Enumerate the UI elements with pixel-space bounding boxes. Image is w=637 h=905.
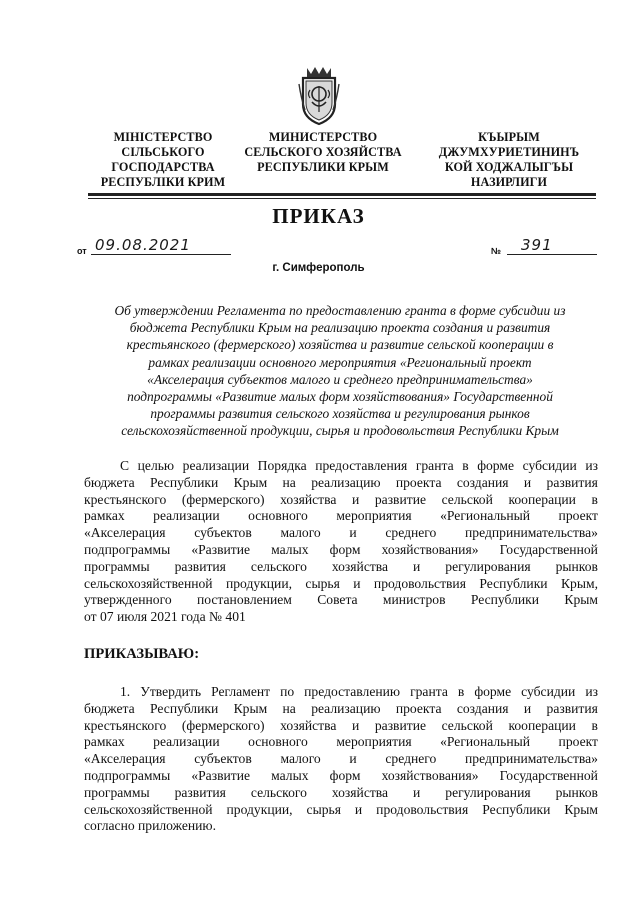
city-name: г. Симферополь: [272, 262, 365, 274]
subject-line: «Акселерация субъектов малого и среднего предпринимательства»: [147, 371, 533, 387]
word: на: [282, 700, 296, 716]
word: предпринимательства»: [465, 525, 598, 541]
text-line: от 07 июля 2021 года № 401: [84, 609, 246, 625]
ministry-name-crimean-tatar: [424, 130, 594, 190]
word: рамках: [84, 508, 125, 524]
word: программы: [84, 558, 150, 574]
word: развития: [546, 474, 598, 490]
word: реализации: [153, 508, 220, 524]
header-line: РЕСПУБЛІКИ КРИМ: [100, 175, 226, 189]
word: создания: [456, 474, 509, 490]
text-line: согласно приложению.: [84, 818, 216, 834]
word: Порядка: [257, 458, 307, 473]
word: Республики: [150, 700, 219, 716]
word: рынков: [555, 784, 598, 800]
word: и: [413, 558, 421, 574]
word: (фермерского): [181, 491, 265, 507]
subject-line: Об утверждении Регламента по предоставлению гранта в форме субсидии из: [114, 303, 566, 318]
word: кооперации: [508, 717, 576, 733]
word: форме: [474, 684, 512, 699]
word: подпрограммы: [84, 541, 171, 557]
word: гранта: [410, 684, 448, 699]
word: сельскохозяйственной: [84, 801, 213, 817]
word: кооперации: [508, 491, 576, 507]
word: малых: [271, 767, 309, 783]
word: хозяйствования»: [381, 541, 479, 557]
header-divider-thick: [88, 193, 596, 196]
header-line: КЪЫРЫМ: [478, 130, 540, 144]
subject-line: крестьянского (фермерского) хозяйства и развитие сельской кооперации в: [126, 337, 554, 353]
word: проект: [558, 508, 598, 524]
word: развитие: [374, 717, 427, 733]
word: реализацию: [311, 474, 381, 490]
word: на: [282, 474, 296, 490]
word: Утвердить: [140, 684, 202, 699]
text-line: [84, 475, 598, 492]
word: из: [585, 458, 598, 473]
text-line: [84, 559, 598, 576]
word: «Развитие: [191, 767, 251, 783]
header-line: РЕСПУБЛИКИ КРЫМ: [257, 160, 389, 174]
word: развитие: [374, 491, 427, 507]
word: Республики: [150, 474, 219, 490]
word: продукции,: [226, 801, 293, 817]
text-line: [84, 701, 598, 718]
word: С: [120, 458, 130, 473]
word: среднего: [385, 525, 437, 541]
order-item-1-paragraph: [84, 684, 598, 835]
word: «Региональный: [440, 734, 531, 750]
word: Республики: [470, 592, 540, 608]
word: Республики: [482, 801, 551, 817]
header-line: МИНИСТЕРСТВО: [268, 130, 378, 144]
word: по: [280, 684, 295, 699]
handwritten-number: 391: [521, 236, 553, 254]
word: мероприятия: [336, 734, 412, 750]
subject-line: сельскохозяйственной продукции, сырья и продовольствия Республики Крым: [121, 423, 559, 439]
word: основного: [248, 734, 308, 750]
word: крестьянского: [84, 491, 167, 507]
order-heading: ПРИКАЗЫВАЮ:: [84, 646, 200, 662]
word: и: [349, 525, 357, 541]
word: среднего: [385, 751, 437, 767]
word: «Акселерация: [84, 751, 166, 767]
word: «Развитие: [191, 541, 251, 557]
word: предоставлению: [304, 684, 401, 699]
word: и: [349, 751, 357, 767]
word: продовольствия: [376, 801, 469, 817]
word: создания: [456, 700, 509, 716]
word: в: [457, 684, 465, 699]
word: сельского: [250, 784, 307, 800]
word: и: [413, 784, 421, 800]
word: форм: [329, 541, 361, 557]
header-line: ГОСПОДАРСТВА: [111, 160, 215, 174]
word: развития: [546, 700, 598, 716]
word: «Региональный: [440, 508, 531, 524]
text-line: [84, 542, 598, 559]
word: гранта: [415, 458, 454, 473]
word: целью: [137, 458, 175, 473]
header-line: СЕЛЬСКОГО ХОЗЯЙСТВА: [244, 145, 402, 159]
subject-line: подпрограммы «Развитие малых форм хозяйствования» Государственной: [127, 389, 553, 405]
word: Крым: [564, 801, 598, 817]
word: бюджета: [84, 700, 135, 716]
word: и: [353, 575, 361, 591]
word: реализацию: [311, 700, 381, 716]
word: Крым: [233, 474, 268, 490]
word: Крым: [233, 700, 268, 716]
word: малого: [280, 525, 321, 541]
word: предпринимательства»: [465, 751, 598, 767]
word: хозяйства: [331, 784, 389, 800]
word: предоставления: [315, 458, 408, 473]
subject-line: рамках реализации основного мероприятия «Региональный проект: [148, 354, 532, 370]
word: мероприятия: [336, 508, 412, 524]
text-line: [84, 718, 598, 735]
word: рамках: [84, 734, 125, 750]
word: малого: [280, 751, 321, 767]
text-line: [84, 592, 598, 609]
word: хозяйства: [280, 717, 337, 733]
text-line: [84, 785, 598, 802]
word: из: [585, 684, 598, 699]
word: хозяйства: [280, 491, 337, 507]
header-divider-thin: [88, 198, 596, 199]
word: развития: [174, 558, 226, 574]
date-prefix: от: [77, 246, 87, 256]
text-line: [84, 684, 598, 701]
word: подпрограммы: [84, 767, 171, 783]
header-line: МІНІСТЕРСТВО: [113, 130, 213, 144]
word: и: [351, 491, 360, 507]
word: «Акселерация: [84, 525, 166, 541]
word: хозяйства: [331, 558, 389, 574]
word: проекта: [395, 474, 442, 490]
word: Государственной: [499, 767, 598, 783]
word: утвержденного: [84, 592, 172, 608]
word: 1.: [120, 684, 131, 699]
text-line: [84, 768, 598, 785]
header-line: СІЛЬСЬКОГО: [121, 145, 205, 159]
word: Республики: [479, 575, 548, 591]
word: основного: [248, 508, 308, 524]
word: проект: [558, 734, 598, 750]
word: Крым,: [560, 575, 598, 591]
subject-line: программы развития сельского хозяйства и регулирования рынков: [150, 406, 530, 422]
number-underline: [507, 254, 597, 255]
word: и: [523, 474, 532, 490]
word: сельской: [441, 717, 493, 733]
word: регулирования: [445, 784, 531, 800]
preamble-paragraph: [84, 458, 598, 626]
word: субъектов: [194, 525, 252, 541]
word: субсидии: [521, 684, 576, 699]
word: продукции,: [225, 575, 292, 591]
word: субъектов: [194, 751, 252, 767]
text-line: [84, 508, 598, 525]
document-title: ПРИКАЗ: [272, 204, 365, 228]
number-prefix: №: [491, 246, 502, 256]
word: сельского: [250, 558, 307, 574]
word: и: [354, 801, 363, 817]
word: (фермерского): [181, 717, 265, 733]
word: Совета: [317, 592, 358, 608]
word: сырья: [306, 801, 341, 817]
ministry-name-ukrainian: [88, 130, 238, 190]
date-number-row: [77, 235, 597, 259]
text-line: [84, 802, 598, 819]
text-line: [84, 458, 598, 475]
word: в: [591, 717, 598, 733]
word: бюджета: [84, 474, 135, 490]
header-line: НАЗИРЛИГИ: [470, 175, 548, 189]
word: Регламент: [211, 684, 271, 699]
word: продовольствия: [373, 575, 466, 591]
word: субсидии: [522, 458, 577, 473]
date-underline: [91, 254, 231, 255]
text-line: [84, 751, 598, 768]
word: Государственной: [499, 541, 598, 557]
header-line: КОЙ ХОДЖАЛЫГЪЫ: [444, 160, 574, 174]
text-line: [84, 492, 598, 509]
ministry-name-russian: [238, 130, 408, 175]
word: регулирования: [445, 558, 531, 574]
text-line: [84, 576, 598, 593]
word: и: [523, 700, 532, 716]
word: реализации: [153, 734, 220, 750]
word: проекта: [395, 700, 442, 716]
crimea-coat-of-arms-icon: [297, 64, 341, 126]
word: министров: [382, 592, 446, 608]
subject-line: бюджета Республики Крым на реализацию проекта создания и развития: [129, 320, 551, 336]
word: сельскохозяйственной: [84, 575, 213, 591]
order-subject: [82, 302, 598, 440]
word: сырья: [305, 575, 340, 591]
word: рынков: [555, 558, 598, 574]
handwritten-date: 09.08.2021: [95, 236, 191, 254]
word: Крым: [564, 592, 598, 608]
word: крестьянского: [84, 717, 167, 733]
word: малых: [271, 541, 309, 557]
word: сельской: [441, 491, 493, 507]
word: в: [462, 458, 469, 473]
word: программы: [84, 784, 150, 800]
header-line: ДЖУМХУРИЕТИНИНЪ: [438, 145, 580, 159]
word: хозяйствования»: [381, 767, 479, 783]
text-line: [84, 734, 598, 751]
word: форм: [329, 767, 361, 783]
word: в: [591, 491, 598, 507]
text-line: [84, 525, 598, 542]
word: постановлением: [196, 592, 292, 608]
word: и: [351, 717, 360, 733]
word: форме: [477, 458, 515, 473]
word: развития: [174, 784, 226, 800]
word: реализации: [182, 458, 250, 473]
